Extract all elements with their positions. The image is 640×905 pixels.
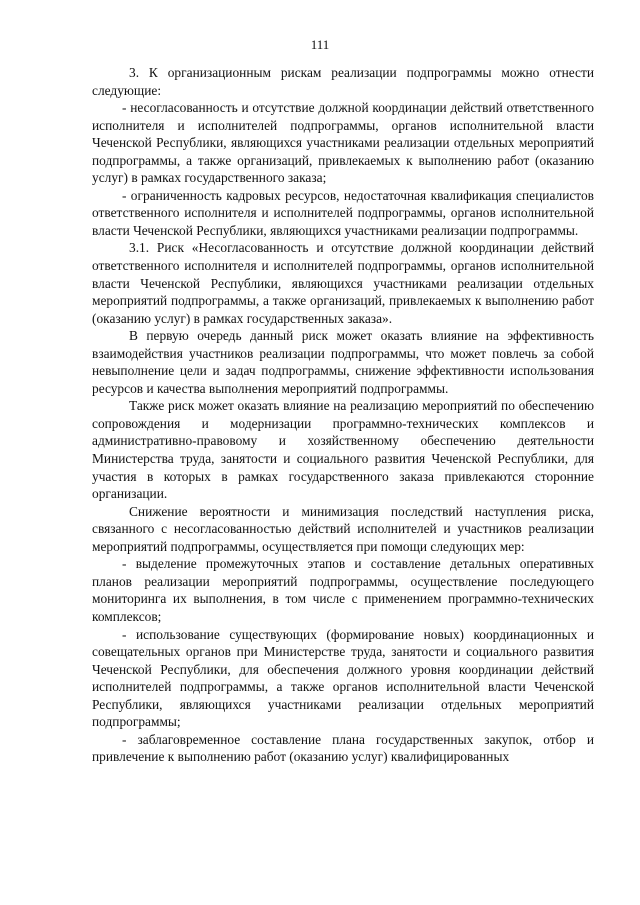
list-item: - заблаговременное составление плана государственных закупок, отбор и привлечение к выполнению работ (оказанию услуг) квалифицированных [92, 731, 594, 765]
paragraph: Также риск может оказать влияние на реализацию мероприятий по обеспечению сопровождения и модернизации программно-технических комплексов и административно-правовому и хозяйственному обеспечению деятельности Министерства труда, занятости и социального развития Чеченской Республики, для участия в которых в рамках государственного заказа привлекаются сторонние организации. [92, 398, 594, 502]
list-item: - ограниченность кадровых ресурсов, недостаточная квалификация специалистов ответственного исполнителя и исполнителей подпрограммы, органов исполнительной власти Чеченской Республики, являющихся участниками реализации подпрограммы. [92, 187, 594, 238]
paragraph: Снижение вероятности и минимизация последствий наступления риска, связанного с несогласованностью действий исполнителей и участников реализации мероприятий подпрограммы, осуществляется при помощи следующих мер: [92, 503, 594, 554]
document-body [92, 64, 594, 766]
list-item: - выделение промежуточных этапов и составление детальных оперативных планов реализации мероприятий подпрограммы, осуществление последующего мониторинга их выполнения, в том числе с применением программно-технических комплексов; [92, 556, 594, 624]
list-item: - несогласованность и отсутствие должной координации действий ответственного исполнителя и исполнителей подпрограммы, органов исполнительной власти Чеченской Республики, являющихся участниками реализации отдельных мероприятий подпрограммы, а также организаций, привлекаемых к выполнению работ (оказанию услуг) в рамках государственного заказа; [92, 100, 594, 186]
paragraph: 3.1. Риск «Несогласованность и отсутствие должной координации действий ответственного исполнителя и исполнителей подпрограммы, органов исполнительной власти Чеченской Республики, являющихся участниками реализации отдельных мероприятий подпрограммы, а также организаций, привлекаемых к выполнению работ (оказанию услуг) в рамках государственных заказа». [92, 240, 594, 326]
list-item: - использование существующих (формирование новых) координационных и совещательных органов при Министерстве труда, занятости и социального развития Чеченской Республики, для обеспечения должного уровня координации действий исполнителей подпрограммы, а также органов исполнительной власти Чеченской Республики, являющихся участниками реализации отдельных мероприятий подпрограммы; [92, 626, 594, 730]
page-number: 111 [310, 37, 330, 52]
paragraph: 3. К организационным рискам реализации подпрограммы можно отнести следующие: [92, 65, 594, 98]
paragraph: В первую очередь данный риск может оказать влияние на эффективность взаимодействия участников реализации подпрограммы, что может повлечь за собой невыполнение цели и задач подпрограммы, снижение эффективности использования ресурсов и качества выполнения мероприятий подпрограммы. [92, 328, 594, 396]
